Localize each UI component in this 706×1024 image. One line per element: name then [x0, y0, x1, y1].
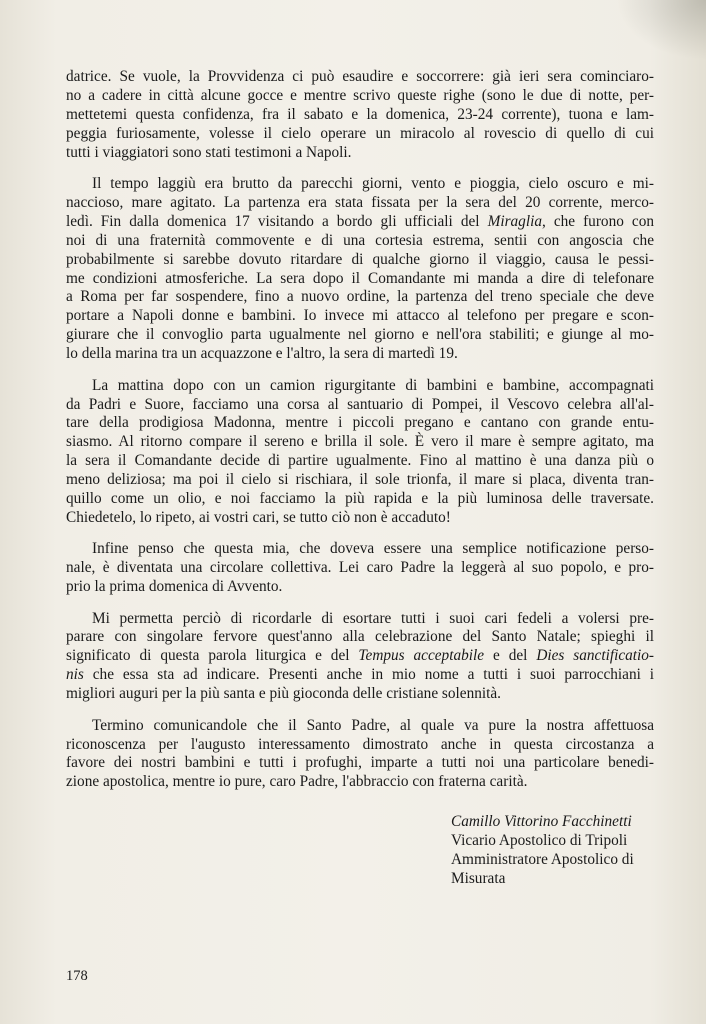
text-line: tutti i viaggiatori sono stati testimoni a Napoli. — [66, 143, 352, 161]
text-line: riconoscenza per l'augusto interessamento dimostrato anche in questa circostanza a — [66, 735, 654, 753]
paragraph — [66, 540, 654, 597]
text-line: Chiedetelo, lo ripeto, ai vostri cari, se tutto ciò non è accaduto! — [66, 508, 451, 526]
text-line: ledì. Fin dalla domenica 17 visitando a bordo gli ufficiali del Miraglia, che furono con — [66, 212, 654, 230]
text-line: nis che essa sta ad indicare. Presenti anche in mio nome a tutti i suoi parrocchiani i — [66, 666, 654, 684]
text-line: portare a Napoli donne e bambini. Io invece mi attacco al telefono per pregare e scon- — [66, 307, 654, 325]
text-line: datrice. Se vuole, la Provvidenza ci può esaudire e soccorrere: già ieri sera cominciaro- — [66, 68, 654, 85]
paragraph — [66, 377, 654, 528]
text-line: migliori auguri per la più santa e più gioconda delle cristiane solennità. — [66, 685, 501, 703]
text-line: La mattina dopo con un camion rigurgitante di bambini e bambine, accompagnati — [92, 376, 654, 394]
text-line: quillo come un olio, e noi facciamo la più rapida e la più luminosa delle traversate. — [66, 490, 654, 508]
signatory-title-line-1: Vicario Apostolico di Tripoli — [451, 832, 628, 849]
text-line: prio la prima domenica di Avvento. — [66, 578, 283, 596]
text-line: me condizioni atmosferiche. La sera dopo il Comandante mi manda a dire di telefonare — [66, 269, 654, 287]
text-line: la sera il Comandante decide di partire ugualmente. Fino al mattino è una danza più o — [66, 452, 654, 470]
text-line: tare della prodigiosa Madonna, mentre i piccoli pregano e cantano con grande entu- — [66, 414, 654, 432]
signatory-name: Camillo Vittorino Facchinetti — [451, 813, 632, 830]
text-line: significato di questa parola liturgica e del Tempus acceptabile e del Dies sanctificatio- — [66, 647, 654, 665]
text-line: giurare che il convoglio parta ugualmente nel giorno e nell'ora stabiliti; e giunge al mo- — [66, 326, 654, 344]
scan-corner-shadow — [616, 0, 706, 60]
text-line: favore dei nostri bambini e tutti i profughi, imparte a tutti noi una particolare benedi- — [66, 754, 654, 772]
text-line: peggia furiosamente, volesse il cielo operare un miracolo al rovescio di quello di cui — [66, 124, 654, 142]
text-line: naccioso, mare agitato. La partenza era stata fissata per la sera del 20 corrente, merco- — [66, 193, 654, 211]
text-line: probabilmente si sarebbe dovuto ritardare di qualche giorno il viaggio, causa le pessi- — [66, 250, 654, 268]
text-line: Mi permetta perciò di ricordarle di esortare tutti i suoi cari fedeli a volersi pre- — [92, 609, 654, 627]
paragraph — [66, 175, 654, 364]
text-line: da Padri e Suore, facciamo una corsa al santuario di Pompei, il Vescovo celebra all'al- — [66, 395, 654, 413]
signatory-title-line-2: Amministratore Apostolico di — [451, 851, 634, 868]
signatory-title-line-3: Misurata — [451, 870, 506, 887]
paragraph — [66, 68, 654, 163]
signature-block — [451, 812, 634, 888]
text-line: mettetemi questa confidenza, fra il sabato e la domenica, 23-24 corrente), tuona e lam- — [66, 105, 654, 123]
text-line: zione apostolica, mentre io pure, caro Padre, l'abbraccio con fraterna carità. — [66, 773, 528, 791]
text-line: Infine penso che questa mia, che doveva essere una semplice notificazione perso- — [92, 540, 654, 558]
text-line: a Roma per far sospendere, fino a nuovo ordine, la partenza del treno speciale che deve — [66, 288, 654, 306]
text-line: parare con singolare fervore quest'anno alla celebrazione del Santo Natale; spieghi il — [66, 628, 654, 646]
text-line: lo della marina tra un acquazzone e l'altro, la sera di martedì 19. — [66, 345, 458, 363]
text-line: Il tempo laggiù era brutto da parecchi giorni, vento e pioggia, cielo oscuro e mi- — [92, 175, 654, 193]
text-line: nale, è diventata una circolare collettiva. Lei caro Padre la leggerà al suo popolo, e pro- — [66, 559, 654, 577]
text-line: siasmo. Al ritorno compare il sereno e brilla il sole. È vero il mare è sempre agitato, ma — [66, 433, 654, 451]
text-line: meno deliziosa; ma poi il cielo si rischiara, il sole trionfa, il mare si placa, diventa tran- — [66, 471, 654, 489]
text-line: no a cadere in città alcune gocce e mentre scrivo queste righe (sono le due di notte, per- — [66, 86, 654, 104]
text-line: Termino comunicandole che il Santo Padre, al quale va pure la nostra affettuosa — [92, 716, 654, 734]
letter-body — [66, 68, 654, 805]
page-number: 178 — [66, 968, 88, 984]
paragraph — [66, 717, 654, 793]
paragraph — [66, 610, 654, 705]
text-line: noi di una fraternità commovente e di una cortesia estrema, sentii con angoscia che — [66, 231, 654, 249]
